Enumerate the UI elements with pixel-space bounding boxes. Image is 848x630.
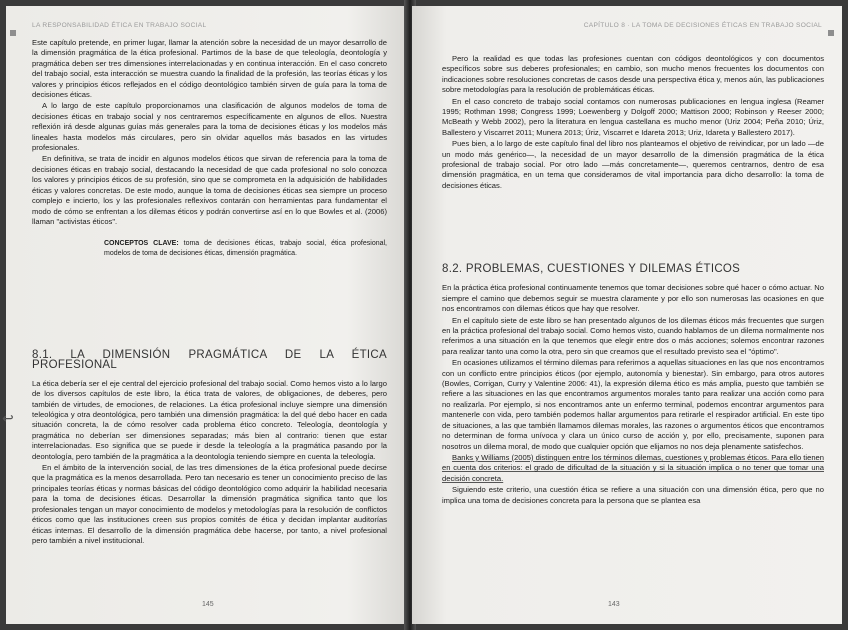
paragraph: Banks y Williams (2005) distinguen entre los términos dilemas, cuestiones y problemas éticos. Para ello tienen en cuenta dos criterios: el grado de dificultad de la situación y si la situación implica o no tener que tomar una decisión concreta.	[442, 452, 824, 483]
page-number: 145	[202, 601, 214, 608]
margin-arrow-mark: ↩	[2, 410, 14, 426]
page-number: 143	[608, 601, 620, 608]
paragraph: En el ámbito de la intervención social, de las tres dimensiones de la ética profesional puede decirse que la pragmática es la menos desarrollada. Pero tan necesario es tener un conocimiento preciso de las principales teorías éticas y normas básicas del código deontológico como adquirir la habilidad necesaria para la toma de decisiones éticas. Desarrollar la dimensión pragmática significa tanto que los profesionales tengan un mayor conocimiento de modelos y metodologías para la resolución de conflictos éticos como que las instituciones creen sus propios comités de ética y decidan implantar auditorías éticas internas. El desarrollo de la dimensión pragmática debe hacerse, por tanto, a nivel profesional pero también a nivel institucional.	[32, 463, 387, 545]
running-head-left: LA RESPONSABILIDAD ÉTICA EN TRABAJO SOCIAL	[32, 22, 207, 29]
section-title: 8.2. PROBLEMAS, CUESTIONES Y DILEMAS ÉTICOS	[442, 263, 741, 275]
right-section	[442, 264, 824, 507]
right-page	[412, 6, 842, 624]
paragraph: Siguiendo este criterio, una cuestión ética se refiere a una situación con una dimensión ética, pero que no implica una toma de decisiones concreta para la persona que se plantea esa	[442, 485, 824, 505]
key-concepts	[104, 239, 387, 258]
paragraph: En el caso concreto de trabajo social contamos con numerosas publicaciones en lengua inglesa (Reamer 1995; Rothman 1998; Congress 1999; Loewenberg y Dolgoff 2000; Mattison 2000; Robinson y Reeser 2000; McBeath y Webb 2002), pero la literatura en lengua castellana es mucho menor (Uriz 2004; Peña 2010; Úriz, Ballestero y Viscarret 2011; Munera 2013; Úriz, Viscarret e Idareta 2013; Uriz, Idareta y Ballestero 2017).	[442, 96, 824, 137]
page-corner-marker	[828, 30, 834, 36]
key-concepts-text: toma de decisiones éticas, trabajo social, ética profesional, modelos de toma de decisiones éticas, dimensión pragmática.	[104, 240, 387, 257]
paragraph: En el capítulo siete de este libro se han presentado algunos de los dilemas éticos más frecuentes que surgen en la práctica profesional del trabajo social. Como hemos visto, cuando hablamos de un dilema normalmente nos referimos a una situación en la que tenemos que elegir entre dos o más acciones; solemos encontrar razones para realizar tanto una como la otra, pero sin que creamos que el resultado previsto sea el "óptimo".	[442, 315, 824, 356]
right-text-column	[442, 54, 824, 192]
left-text-column	[32, 38, 387, 259]
key-concepts-label: CONCEPTOS CLAVE:	[104, 240, 179, 248]
page-corner-marker	[10, 30, 16, 36]
paragraph: Pues bien, a lo largo de este capítulo final del libro nos planteamos el objetivo de reivindicar, por un lado —de un modo más genérico—, la necesidad de un mayor desarrollo de la dimensión pragmática de la ética profesional de trabajo social. Por otro lado —más concretamente—, queremos centrarnos, dentro de esa dimensión pragmática, en un tema que consideramos de vital importancia para dicho desarrollo: la toma de decisiones éticas.	[442, 139, 824, 190]
paragraph: Pero la realidad es que todas las profesiones cuentan con códigos deontológicos y con documentos específicos sobre sus deberes profesionales; en cambio, son mucho menos frecuentes los documentos con indicaciones sobre resoluciones concretas de casos desde una perspectiva ética y, menos aún, las publicaciones sobre metodologías para la resolución de problemáticas éticas.	[442, 54, 824, 95]
paragraph: Este capítulo pretende, en primer lugar, llamar la atención sobre la necesidad de un mayor desarrollo de la dimensión pragmática de la ética profesional. Partimos de la base de que teleología, deontología y pragmática deben ser tres dimensiones interrelacionadas y en continua interacción. En el caso concreto del trabajo social, esta interacción se muestra cuando la finalidad de la profesión, las teorías éticas y los valores y principios éticos reflejados en el código deontológico también sirven de guía para la toma de decisiones éticas.	[32, 38, 387, 100]
left-page	[6, 6, 408, 624]
paragraph: En definitiva, se trata de incidir en algunos modelos éticos que sirvan de referencia para la toma de decisiones éticas en trabajo social, destacando la necesidad de que cada profesional no solo conozca los valores y principios éticos de su profesión, sino que se comprometa en la adquisición de habilidades éticas y valores concretas. De este modo, aunque la toma de decisiones éticas sea siempre un proceso complejo e incierto, los y las profesionales reflexivos contarán con herramientas para fundamentar el modo de cómo se enfrentan a los dilemas éticos y podrán convertirse así en lo que Bowles et al. (2006) llaman "activistas éticos".	[32, 154, 387, 226]
left-section	[32, 350, 387, 547]
running-head-right: CAPÍTULO 8 · LA TOMA DE DECISIONES ÉTICAS EN TRABAJO SOCIAL	[583, 22, 822, 29]
paragraph: La ética debería ser el eje central del ejercicio profesional del trabajo social. Como hemos visto a lo largo de los diversos capítulos de este libro, la ética trata de valores, de obligaciones, de deberes, pero también de virtudes, de emociones, de relaciones. La ética profesional incluye siempre una dimensión teleológica y otra deontológica, pero también una dimensión pragmática: la del qué debo hacer en cada situación concreta, la de cómo resolver cada problema ético concreto. Teleología, deontología y pragmática no deberían ser dimensiones separadas; más bien al contrario: tienen que estar interrelacionadas. Eso significa que se puede ir desde la teleología a la pragmática pasando por la deontología, pero también de la pragmática a la deontología teniendo siempre en cuenta la teleología.	[32, 378, 387, 461]
section-title: 8.1. LA DIMENSIÓN PRAGMÁTICA DE LA ÉTICA PROFESIONAL	[32, 349, 387, 372]
paragraph: En ocasiones utilizamos el término dilemas para referirnos a aquellas situaciones en las que nos encontramos con un conflicto entre principios éticos (por ejemplo, autonomía y bienestar). Sin embargo, para otros autores (Bowles, Corrigan, Curry y Valentine 2006: 41), la expresión dilema ético es más amplia, puesto que también se refiere a las situaciones en las que encontramos argumentos morales tanto para realizar una acción como para no realizarla. Por ejemplo, si nos encontramos ante un enfermo terminal, podemos encontrar argumentos para mantenerle con vida, pero también podemos hallar argumentos para retirarle el respirador artificial. En este tipo de situaciones, a las que también llamamos dilemas morales, las razones o argumentos éticos que encontramos no determinan de forma unívoca y clara un único curso de acción y, por ello, precisamente, suponen para nosotros un dilema moral, de modo que cualquier opción que elijamos no nos deja plenamente satisfechos.	[442, 358, 824, 451]
paragraph: A lo largo de este capítulo proporcionamos una clasificación de algunos modelos de toma de decisiones éticas en trabajo social y nos centraremos específicamente en algunos de ellos. Nuestra reflexión irá desde algunas guías más generales para la toma de decisiones éticas y los modelos más lineales hasta modelos más circulares, pero sin olvidar aquellos más basados en las virtudes profesionales.	[32, 101, 387, 153]
paragraph: En la práctica ética profesional continuamente tenemos que tomar decisiones sobre qué hacer o cómo actuar. No siempre el camino que debemos seguir se muestra claramente y por ello son numerosas las ocasiones en que nos encontramos con dilemas éticos que hay que resolver.	[442, 283, 824, 314]
